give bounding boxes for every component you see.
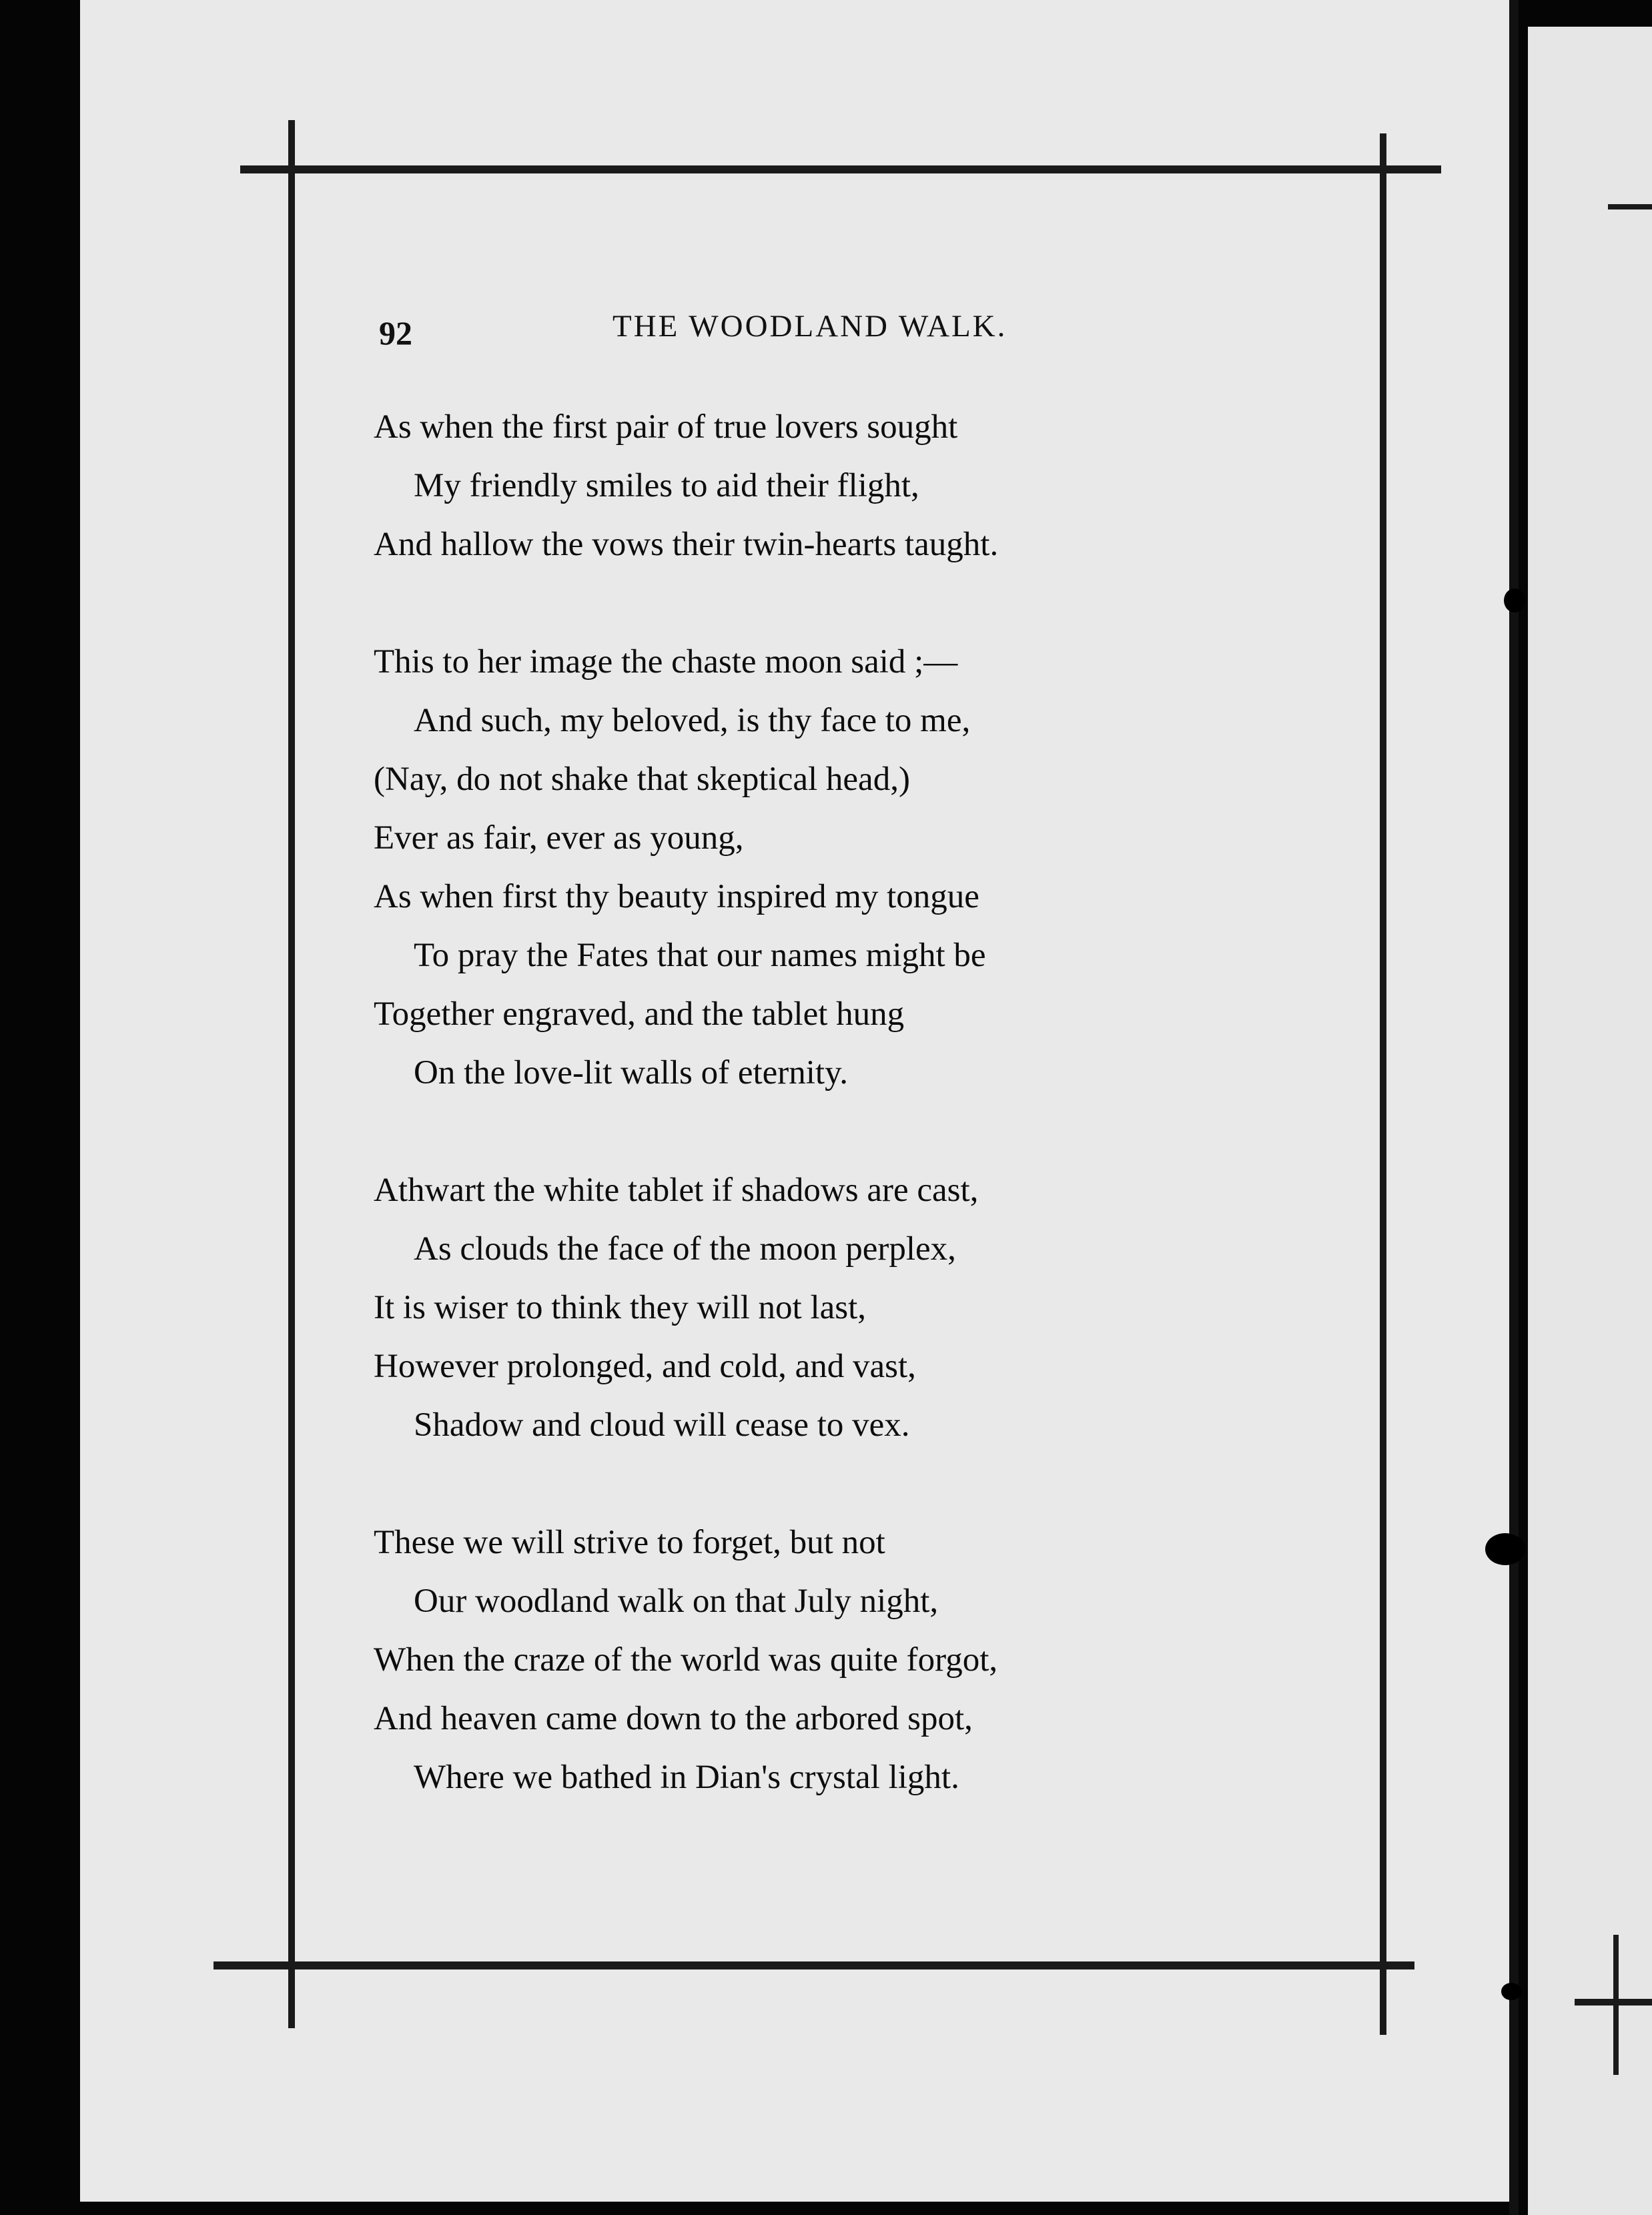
stanza	[374, 1161, 1174, 1454]
poem-line: To pray the Fates that our names might be	[414, 937, 986, 974]
poem-line: Shadow and cloud will cease to vex.	[414, 1406, 910, 1444]
frame-bottom-rule	[214, 1961, 1414, 1969]
poem-line: (Nay, do not shake that skeptical head,)	[374, 761, 910, 798]
poem-line: As when the first pair of true lovers sought	[374, 408, 958, 446]
page-title: THE WOODLAND WALK.	[612, 309, 1007, 344]
binding-knot	[1504, 588, 1525, 612]
adjacent-page-edge	[1528, 27, 1652, 2215]
poem-line: And such, my beloved, is thy face to me,	[414, 702, 971, 739]
book-spine	[1509, 0, 1519, 2215]
adjacent-frame-left-rule	[1613, 1935, 1619, 2075]
poem-line: Our woodland walk on that July night,	[414, 1583, 939, 1620]
poem-line: My friendly smiles to aid their flight,	[414, 467, 919, 504]
poem-body	[374, 398, 1174, 1807]
adjacent-frame-top-rule	[1608, 204, 1652, 209]
running-head	[379, 308, 1206, 355]
poem-line: However prolonged, and cold, and vast,	[374, 1348, 916, 1385]
poem-line: As clouds the face of the moon perplex,	[414, 1230, 956, 1268]
binding-knot	[1501, 1983, 1521, 2000]
poem-line: Where we bathed in Dian's crystal light.	[414, 1759, 959, 1796]
stanza	[374, 398, 1174, 574]
poem-line: Ever as fair, ever as young,	[374, 819, 744, 857]
frame-right-rule	[1380, 133, 1386, 2035]
frame-top-rule	[240, 165, 1441, 173]
frame-left-rule	[288, 120, 295, 2028]
stanza-gap	[374, 574, 1174, 632]
poem-line: On the love-lit walls of eternity.	[414, 1054, 849, 1091]
poem-line: And heaven came down to the arbored spot,	[374, 1700, 973, 1737]
stanza-gap	[374, 1454, 1174, 1513]
poem-line: As when first thy beauty inspired my tongue	[374, 878, 979, 915]
poem-line: And hallow the vows their twin-hearts taught.	[374, 526, 999, 563]
poem-line: These we will strive to forget, but not	[374, 1524, 885, 1561]
poem-line: It is wiser to think they will not last,	[374, 1289, 867, 1326]
stanza-gap	[374, 1102, 1174, 1161]
poem-line: This to her image the chaste moon said ;—	[374, 643, 958, 681]
page-number: 92	[379, 314, 412, 352]
binding-knot	[1485, 1533, 1525, 1565]
stanza	[374, 1513, 1174, 1807]
poem-line: Together engraved, and the tablet hung	[374, 995, 905, 1033]
stanza	[374, 632, 1174, 1102]
poem-line: Athwart the white tablet if shadows are cast,	[374, 1172, 979, 1209]
poem-line: When the craze of the world was quite forgot,	[374, 1641, 998, 1679]
